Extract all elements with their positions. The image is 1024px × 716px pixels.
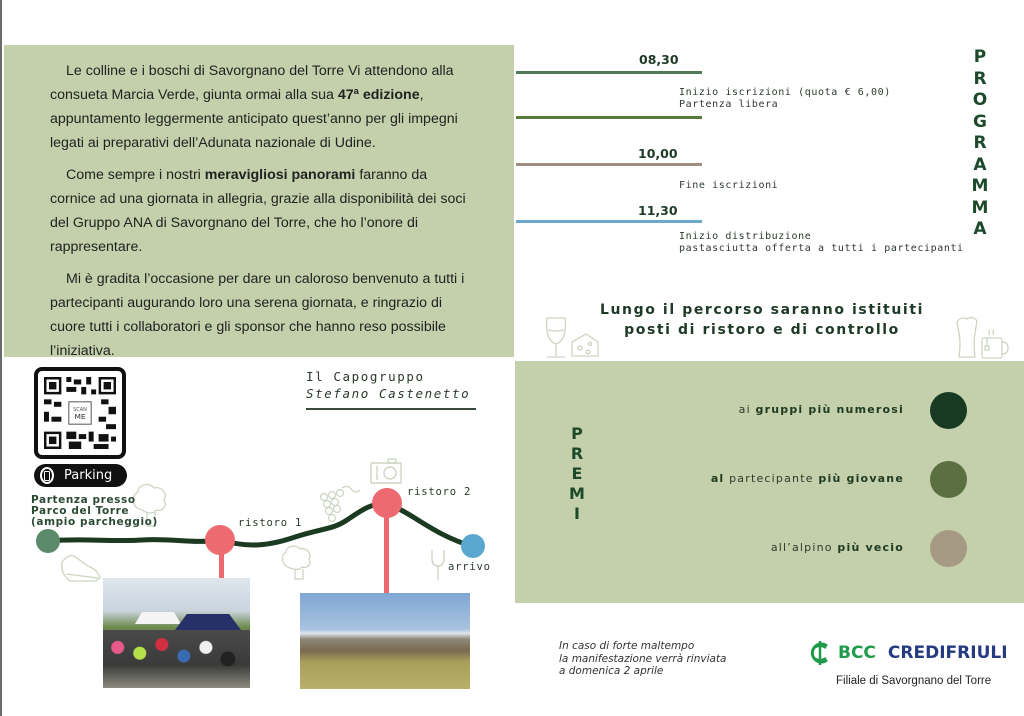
bank-logo (808, 640, 1008, 666)
qr-scan-text: SCAN (73, 406, 87, 413)
title-letter: R (973, 133, 987, 153)
ristoro-note (562, 300, 962, 340)
schedule-time: 10,00 (638, 146, 678, 161)
route-start-label (31, 495, 158, 528)
text-run: faranno da cornice ad una giornata in allegria, grazie alla disponibilità dei soci del Gruppo ANA di Savorgnano del Torre, che ho l’onore di rappresentare. (50, 167, 466, 255)
phone-icon (40, 467, 54, 484)
title-letter: A (973, 219, 987, 239)
running-shoe-icon (62, 556, 100, 581)
camera-icon (371, 459, 401, 483)
parking-badge[interactable] (34, 464, 127, 487)
title-letter: M (971, 197, 989, 218)
parking-qr-code[interactable] (34, 367, 126, 459)
route-end-marker (461, 534, 485, 558)
premi-dot-olive (930, 461, 967, 498)
text-run: ai (738, 403, 756, 416)
route-start-label-line: Parco del Torre (31, 505, 130, 517)
blue-tent-shape (175, 614, 241, 630)
ristoro-2-label: ristoro 2 (407, 486, 472, 498)
bank-name-bcc: BCC (838, 643, 876, 663)
schedule-divider (516, 116, 702, 119)
text-run-bold: al (710, 472, 725, 485)
schedule-description: Inizio iscrizioni (quota € 6,00) Partenza libera (679, 87, 891, 110)
ristoro-note-line: posti di ristoro e di controllo (624, 322, 900, 338)
text-run: Come sempre i nostri (66, 167, 205, 183)
fork-icon (432, 550, 444, 580)
premi-item (711, 472, 904, 485)
text-run: partecipante (724, 472, 819, 485)
schedule-time: 11,30 (638, 203, 678, 218)
bank-name-credifriuli: CREDIFRIULI (887, 643, 1008, 663)
text-run: Le colline e i boschi di Savorgnano del Torre Vi attendono alla consueta Marcia Verde, giunta ormai alla sua (50, 63, 454, 103)
intro-paragraph (50, 59, 474, 155)
route-end-label: arrivo (448, 561, 491, 573)
premi-title (568, 424, 586, 524)
text-run: all’alpino (770, 541, 838, 554)
ristoro-note-line: Lungo il percorso saranno istituiti (599, 302, 925, 318)
white-tent-shape (135, 612, 181, 624)
bcc-logo-icon (808, 640, 832, 666)
title-letter: M (971, 176, 989, 196)
schedule-description: Fine iscrizioni (679, 180, 779, 191)
signature-name: Stefano Castenetto (306, 386, 471, 401)
panorama-photo (300, 593, 470, 689)
premi-item (771, 541, 904, 554)
programma-title (970, 47, 990, 241)
title-letter: O (972, 90, 988, 110)
route-start-marker (36, 529, 60, 553)
title-letter: R (570, 444, 584, 463)
title-letter: A (973, 154, 987, 175)
route-start-label-line: Partenza presso (31, 494, 136, 506)
schedule-divider (516, 220, 702, 223)
ristoro-1-label: ristoro 1 (238, 517, 303, 529)
premi-dot-taupe (930, 530, 967, 567)
tree-icon (283, 546, 310, 579)
weather-note: In caso di forte maltempo la manifestazione verrà rinviata a domenica 2 aprile (559, 640, 727, 677)
text-run: , appuntamento leggermente anticipato quest’anno per gli impegni legati ai preparativi dell’Adunata nazionale di Udine. (50, 87, 458, 151)
ristoro-2-marker (372, 488, 402, 518)
participants-photo (103, 578, 250, 688)
text-run-bold: 47ª edizione (337, 87, 420, 103)
bank-branch: Filiale di Savorgnano del Torre (836, 675, 992, 687)
signature-block (306, 368, 476, 410)
premi-item (739, 403, 904, 416)
title-letter: P (973, 47, 987, 67)
signature-role: Il Capogruppo (306, 369, 425, 384)
qr-me-text: ME (74, 412, 86, 422)
text-run-bold: meravigliosi panorami (204, 167, 356, 183)
title-letter: E (571, 464, 583, 483)
premi-dot-dark-green (930, 392, 967, 429)
sponsor-bank (808, 640, 1008, 687)
title-letter: M (569, 484, 585, 503)
schedule-divider (516, 71, 702, 74)
title-letter: G (973, 111, 987, 132)
route-start-label-line: (ampio parcheggio) (31, 516, 158, 528)
qr-pattern (44, 377, 116, 449)
intro-text-panel (4, 45, 514, 357)
parking-label: Parking (64, 468, 113, 483)
title-letter: I (574, 504, 580, 523)
schedule-description: Inizio distribuzione pastasciutta offerta a tutti i partecipanti (679, 231, 964, 254)
schedule-divider (516, 163, 702, 166)
intro-paragraph (50, 163, 474, 259)
title-letter: P (571, 424, 583, 443)
text-run-bold: gruppi più numerosi (755, 403, 904, 416)
tea-mug-icon (982, 330, 1008, 358)
crowd-shape (103, 630, 250, 688)
grapes-icon (321, 486, 361, 521)
schedule-time: 08,30 (639, 52, 679, 67)
text-run-bold: più giovane (818, 472, 904, 485)
title-letter: R (973, 68, 987, 89)
ristoro-1-marker (205, 525, 235, 555)
text-run: Mi è gradita l’occasione per dare un caloroso benvenuto a tutti i partecipanti augurando loro una serena giornata, e ringrazio di cuore tutti i collaboratori e gli sponsor che hanno reso possibile l’iniziativa. (50, 271, 465, 359)
text-run-bold: più vecio (837, 541, 904, 554)
intro-paragraph (50, 267, 474, 363)
